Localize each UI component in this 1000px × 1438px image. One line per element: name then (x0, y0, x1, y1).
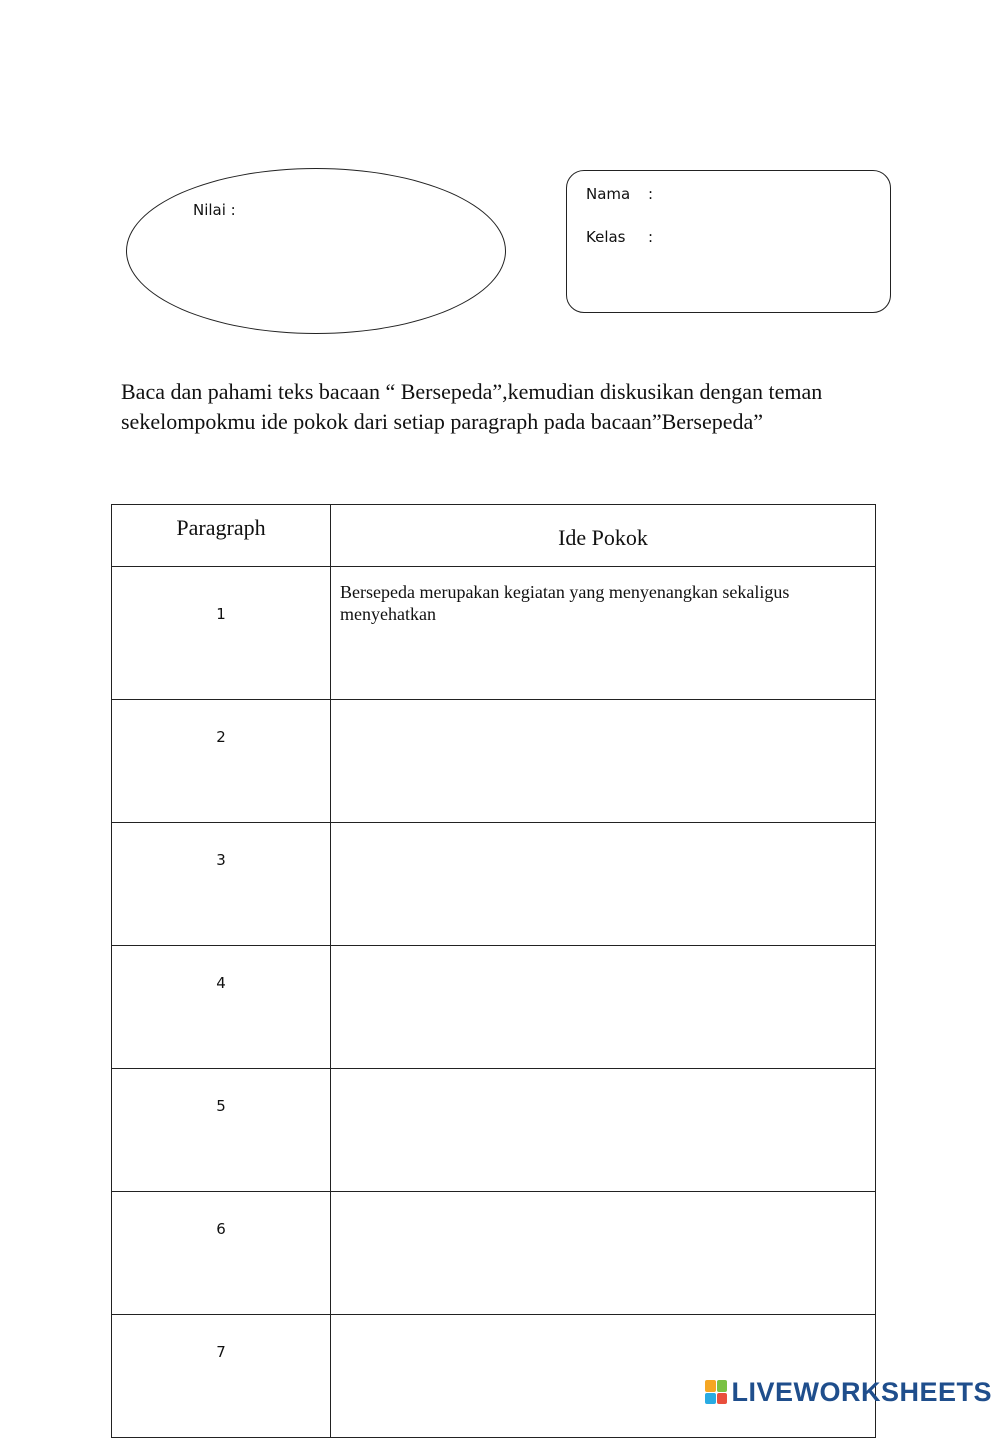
table-row (112, 700, 876, 823)
main-idea-cell[interactable] (331, 700, 876, 823)
class-row (586, 228, 653, 246)
main-idea-cell[interactable] (331, 946, 876, 1069)
liveworksheets-logo-icon (705, 1380, 727, 1404)
main-idea-cell[interactable] (331, 1192, 876, 1315)
main-idea-cell[interactable]: Bersepeda merupakan kegiatan yang menyenangkan sekaligus menyehatkan (331, 567, 876, 700)
paragraph-number: 5 (112, 1069, 331, 1192)
paragraph-number: 1 (112, 567, 331, 700)
paragraph-number: 4 (112, 946, 331, 1069)
score-oval (126, 168, 506, 334)
class-label: Kelas (586, 228, 626, 246)
instruction-text: Baca dan pahami teks bacaan “ Bersepeda”,kemudian diskusikan dengan teman sekelompokmu ide pokok dari setiap paragraph pada bacaan”Bersepeda” (121, 379, 823, 434)
class-field[interactable] (666, 226, 880, 250)
name-colon: : (648, 185, 654, 203)
score-label: Nilai : (193, 201, 236, 219)
table-row (112, 1069, 876, 1192)
paragraph-number: 6 (112, 1192, 331, 1315)
main-idea-table (111, 504, 876, 1438)
table-row (112, 823, 876, 946)
table-row (112, 567, 876, 700)
paragraph-number: 3 (112, 823, 331, 946)
liveworksheets-brand (705, 1377, 992, 1407)
header-main-idea: Ide Pokok (331, 505, 876, 567)
student-info-box (566, 170, 891, 313)
table-header-row (112, 505, 876, 567)
name-row (586, 185, 653, 203)
main-idea-cell[interactable] (331, 823, 876, 946)
main-idea-cell[interactable] (331, 1069, 876, 1192)
name-label: Nama (586, 185, 631, 203)
table-row (112, 946, 876, 1069)
paragraph-number: 2 (112, 700, 331, 823)
brand-text: LIVEWORKSHEETS (731, 1376, 992, 1407)
name-field[interactable] (666, 183, 880, 207)
header-paragraph: Paragraph (112, 505, 331, 567)
paragraph-number: 7 (112, 1315, 331, 1438)
class-colon: : (648, 228, 654, 246)
table-row (112, 1192, 876, 1315)
